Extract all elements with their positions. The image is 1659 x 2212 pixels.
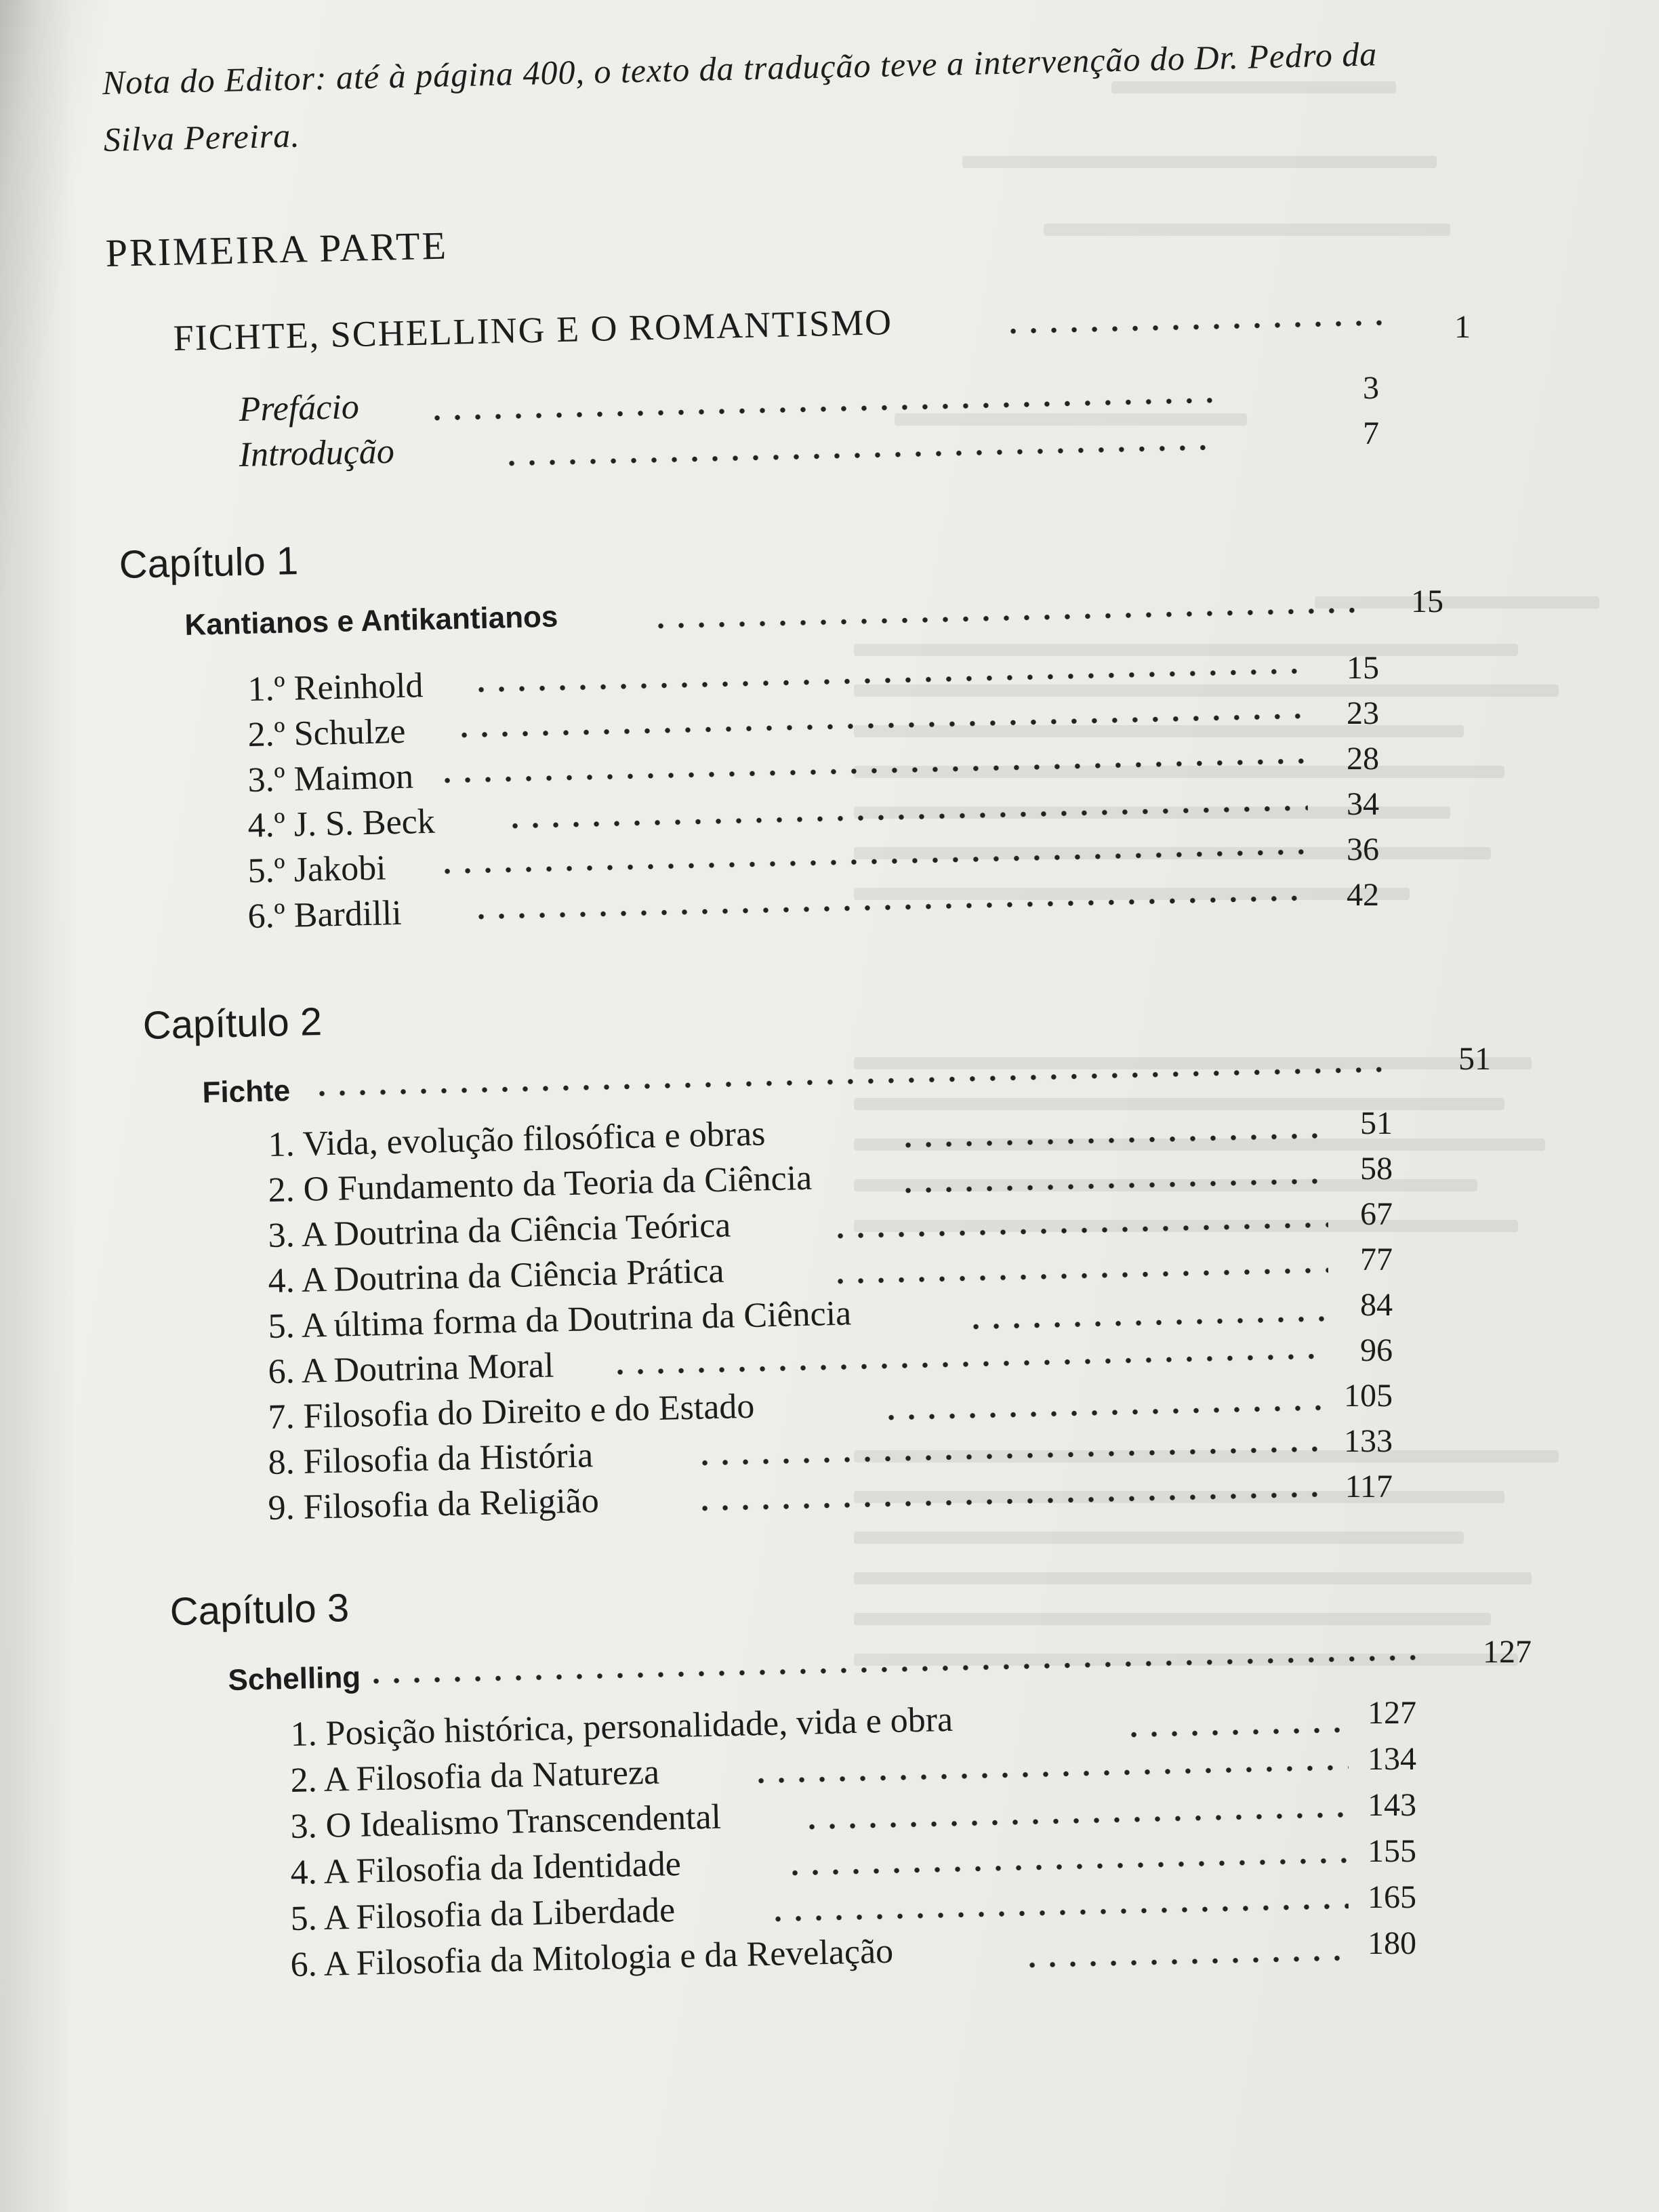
section-title: FICHTE, SCHELLING E O ROMANTISMO <box>173 301 893 359</box>
chapter-page-number: 51 <box>1458 1041 1491 1077</box>
toc-entry-label: 6. A Doutrina Moral <box>268 1346 554 1391</box>
page-number: 58 <box>1360 1151 1393 1187</box>
toc-entry-label: 5. A Filosofia da Liberdade <box>290 1891 676 1938</box>
toc-entry-label: 4.º J. S. Beck <box>247 802 436 845</box>
page-number: 34 <box>1347 786 1379 822</box>
toc-entry-label: Prefácio <box>239 387 360 429</box>
toc-entry-label: 9. Filosofia da Religião <box>268 1481 600 1528</box>
page-number: 117 <box>1345 1469 1393 1504</box>
chapter-label: Capítulo 2 <box>142 1000 323 1048</box>
page-number: 155 <box>1368 1833 1416 1869</box>
toc-entry-label: 8. Filosofia da História <box>268 1436 594 1482</box>
page-number: 1 <box>1454 309 1471 345</box>
page-number: 165 <box>1368 1879 1416 1915</box>
chapter-label: Capítulo 1 <box>119 539 299 587</box>
page-number: 42 <box>1347 877 1379 913</box>
page-number: 67 <box>1360 1196 1393 1232</box>
page-number: 133 <box>1344 1423 1393 1459</box>
chapter-page-number: 15 <box>1411 583 1443 619</box>
chapter-heading: Fichte <box>202 1074 291 1109</box>
page-number: 77 <box>1360 1242 1393 1277</box>
toc-entry-label: 2. O Fundamento da Teoria da Ciência <box>268 1158 813 1210</box>
page-number: 51 <box>1360 1105 1393 1141</box>
chapter-page-number: 127 <box>1483 1634 1532 1670</box>
toc-entry-label: 5.º Jakobi <box>247 848 387 890</box>
page-number: 23 <box>1347 695 1379 731</box>
toc-entry-label: 4. A Doutrina da Ciência Prática <box>268 1251 725 1300</box>
page-number: 28 <box>1347 741 1379 777</box>
page-number: 127 <box>1368 1695 1416 1731</box>
toc-entry-label: 3. O Idealismo Transcendental <box>290 1797 722 1846</box>
page-number: 180 <box>1368 1925 1416 1961</box>
toc-entry-label: 5. A última forma da Doutrina da Ciência <box>268 1294 852 1346</box>
toc-entry-label: 3. A Doutrina da Ciência Teórica <box>268 1206 731 1255</box>
part-title: PRIMEIRA PARTE <box>105 223 449 275</box>
toc-entry-label: 7. Filosofia do Direito e do Estado <box>268 1387 755 1437</box>
toc-entry-label: Introdução <box>239 432 395 474</box>
bleed-through-text <box>759 0 1640 1898</box>
chapter-label: Capítulo 3 <box>169 1586 350 1634</box>
toc-entry-label: 6.º Bardilli <box>247 893 403 936</box>
toc-entry-label: 1. Vida, evolução filosófica e obras <box>268 1114 766 1164</box>
toc-entry-label: 2.º Schulze <box>247 712 406 754</box>
toc-entry-label: 1. Posição histórica, personalidade, vida e obra <box>290 1700 954 1754</box>
chapter-heading: Kantianos e Antikantianos <box>184 600 558 642</box>
page-number: 15 <box>1347 650 1379 686</box>
page-number: 84 <box>1360 1287 1393 1323</box>
page-number: 36 <box>1347 832 1379 867</box>
spine-shadow <box>0 0 75 2212</box>
toc-entry-label: 4. A Filosofia da Identidade <box>290 1844 682 1892</box>
page-number: 7 <box>1363 415 1379 451</box>
page-number: 143 <box>1368 1787 1416 1823</box>
toc-entry-label: 6. A Filosofia da Mitologia e da Revelação <box>290 1931 894 1984</box>
toc-entry-label: 1.º Reinhold <box>247 666 424 709</box>
editor-note: Nota do Editor: até à página 400, o texto da tradução teve a intervenção do Dr. Pedro da Silva Pereira. <box>102 35 1378 159</box>
toc-entry-label: 3.º Maimon <box>247 757 414 800</box>
page-number: 134 <box>1368 1741 1416 1777</box>
page-number: 96 <box>1360 1332 1393 1368</box>
page-number: 105 <box>1344 1378 1393 1414</box>
toc-entry-label: 2. A Filosofia da Natureza <box>290 1753 660 1800</box>
page-number: 3 <box>1363 370 1379 406</box>
chapter-heading: Schelling <box>228 1660 361 1697</box>
